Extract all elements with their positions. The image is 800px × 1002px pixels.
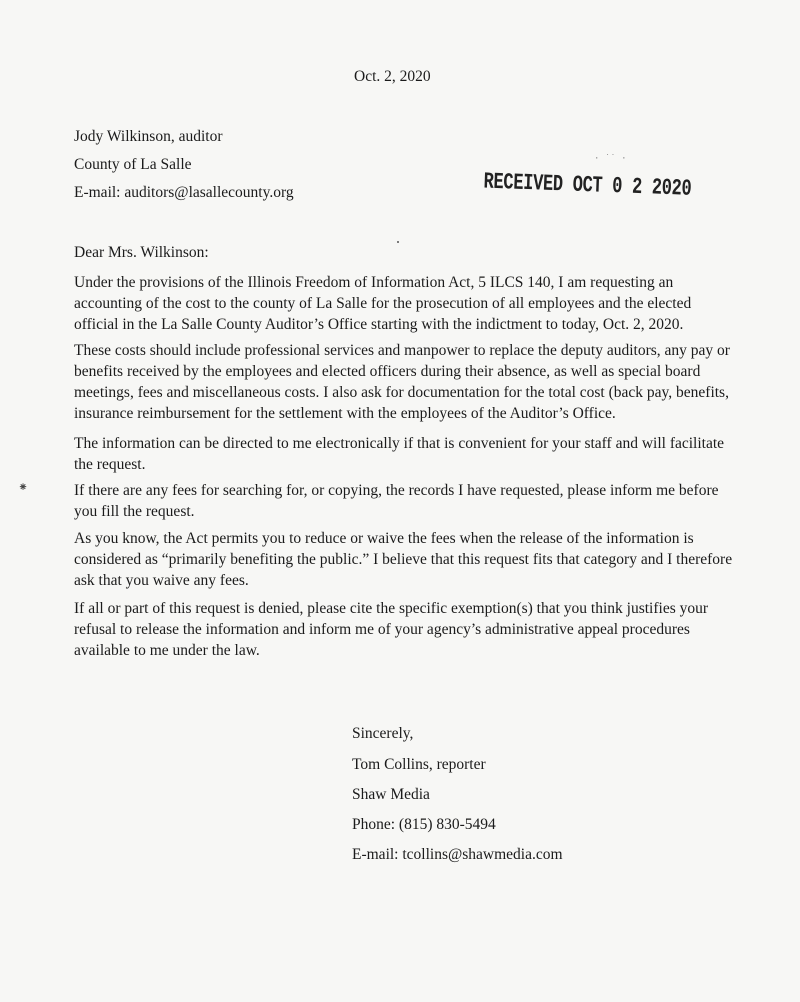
paragraph: If there are any fees for searching for, or copying, the records I have requested, please inform me before you fill the request. — [74, 482, 719, 520]
paragraph: Under the provisions of the Illinois Freedom of Information Act, 5 ILCS 140, I am requesting an accounting of the cost to the county of La Salle for the prosecution of all employees and the elected official in the La Salle County Auditor’s Office starting with the indictment to today, Oct. 2, 2020. — [74, 274, 692, 333]
signature-org: Shaw Media — [352, 786, 430, 803]
paragraph: These costs should include professional services and manpower to replace the deputy auditors, any pay or benefits received by the employees and elected officers during their absence, as well as special board meetings, fees and miscellaneous costs. I also ask for documentation for the total cost (back pay, benefits, insurance reimbursement for the settlement with the employees of the Auditor’s Office. — [74, 342, 730, 422]
salutation: Dear Mrs. Wilkinson: — [74, 244, 209, 261]
letter-date: Oct. 2, 2020 — [354, 68, 431, 85]
signature-phone: Phone: (815) 830-5494 — [352, 816, 496, 833]
paragraph: As you know, the Act permits you to reduce or waive the fees when the release of the information is considered as “primarily benefiting the public.” I believe that this request fits that category and I therefore ask that you waive any fees. — [74, 530, 733, 589]
recipient-org: County of La Salle — [74, 156, 192, 173]
signature-name: Tom Collins, reporter — [352, 756, 486, 773]
signature-email: E-mail: tcollins@shawmedia.com — [352, 846, 563, 863]
recipient-name: Jody Wilkinson, auditor — [74, 128, 223, 145]
signature-closing: Sincerely, — [352, 725, 414, 742]
paragraph: The information can be directed to me electronically if that is convenient for your staff and will facilitate the request. — [74, 435, 725, 473]
paper-speck — [397, 241, 399, 243]
paragraph: If all or part of this request is denied, please cite the specific exemption(s) that you think justifies your refusal to release the information and inform me of your agency’s administrative appeal procedures available to me under the law. — [74, 600, 709, 659]
received-stamp: RECEIVED OCT 0 2 2020 — [483, 170, 692, 203]
paper-blot: ⁕ — [18, 480, 29, 494]
recipient-email: E-mail: auditors@lasallecounty.org — [74, 184, 294, 201]
stamp-smudge: · ˙˙ · — [594, 154, 627, 164]
